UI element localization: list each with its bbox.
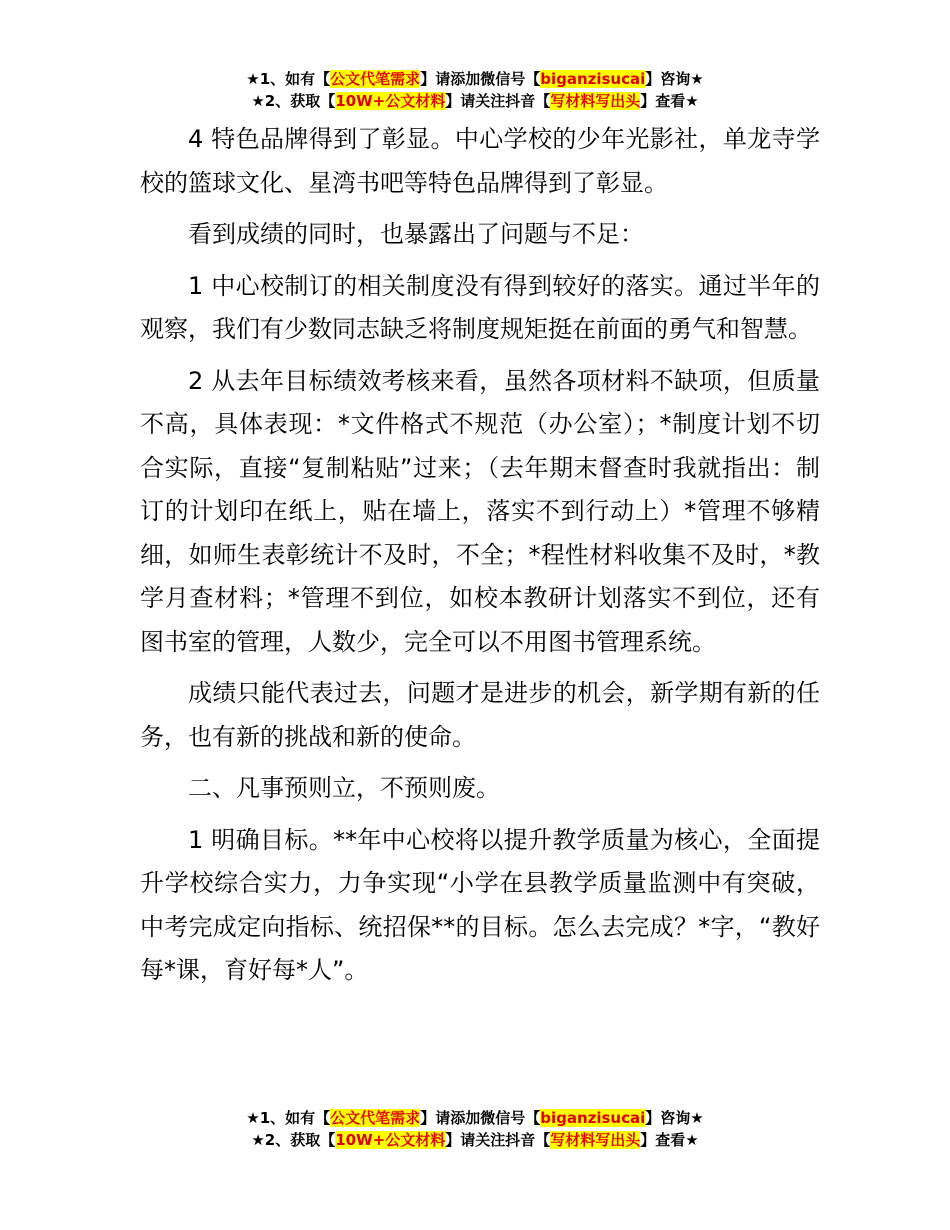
highlight-wechat-id: biganzisucai xyxy=(540,70,646,88)
highlight-service: 公文代笔需求 xyxy=(330,70,421,88)
footer-highlight-wechat-id: biganzisucai xyxy=(540,1109,646,1127)
highlight-materials: 10W+公文材料 xyxy=(335,92,446,110)
paragraph-summary: 成绩只能代表过去，问题才是进步的机会，新学期有新的任务，也有新的挑战和新的使命。 xyxy=(140,679,820,751)
footer-highlight-materials: 10W+公文材料 xyxy=(335,1131,446,1149)
paragraph-problems-intro: 看到成绩的同时，也暴露出了问题与不足： xyxy=(188,220,644,248)
footer-banner-line-2: ★2、获取【10W+公文材料】请关注抖音【写材料写出头】查看★ xyxy=(251,1131,699,1149)
banner-line-2: ★2、获取【10W+公文材料】请关注抖音【写材料写出头】查看★ xyxy=(251,92,699,110)
footer-highlight-douyin-account: 写材料写出头 xyxy=(550,1131,641,1149)
header-banner xyxy=(0,68,950,112)
banner-line-1: ★1、如有【公文代笔需求】请添加微信号【biganzisucai】咨询★ xyxy=(246,70,704,88)
paragraph-problem-1: 1 中心校制订的相关制度没有得到较好的落实。通过半年的观察，我们有少数同志缺乏将制度规矩挺在前面的勇气和智慧。 xyxy=(140,271,820,343)
footer-banner xyxy=(0,1107,950,1151)
highlight-douyin-account: 写材料写出头 xyxy=(550,92,641,110)
footer-banner-line-1: ★1、如有【公文代笔需求】请添加微信号【biganzisucai】咨询★ xyxy=(246,1109,704,1127)
document-body xyxy=(140,118,820,1001)
paragraph-brand-features: 4 特色品牌得到了彰显。中心学校的少年光影社，单龙寺学校的篮球文化、星湾书吧等特色品牌得到了彰显。 xyxy=(140,125,820,197)
section-heading-2: 二、凡事预则立，不预则废。 xyxy=(188,774,500,802)
paragraph-problem-2: 2 从去年目标绩效考核来看，虽然各项材料不缺项，但质量不高，具体表现：*文件格式不规范（办公室）；*制度计划不切合实际，直接“复制粘贴”过来；（去年期末督查时我就指出：制订的计划印在纸上，贴在墙上，落实不到行动上）*管理不够精细，如师生表彰统计不及时，不全；*程性材料收集不及时，*教学月查材料；*管理不到位，如校本教研计划落实不到位，还有图书室的管理，人数少，完全可以不用图书管理系统。 xyxy=(140,366,820,656)
paragraph-goals: 1 明确目标。**年中心校将以提升教学质量为核心，全面提升学校综合实力，力争实现“小学在县教学质量监测中有突破，中考完成定向指标、统招保**的目标。怎么去完成？*字，“教好每*课，育好每*人”。 xyxy=(140,825,820,984)
footer-highlight-service: 公文代笔需求 xyxy=(330,1109,421,1127)
